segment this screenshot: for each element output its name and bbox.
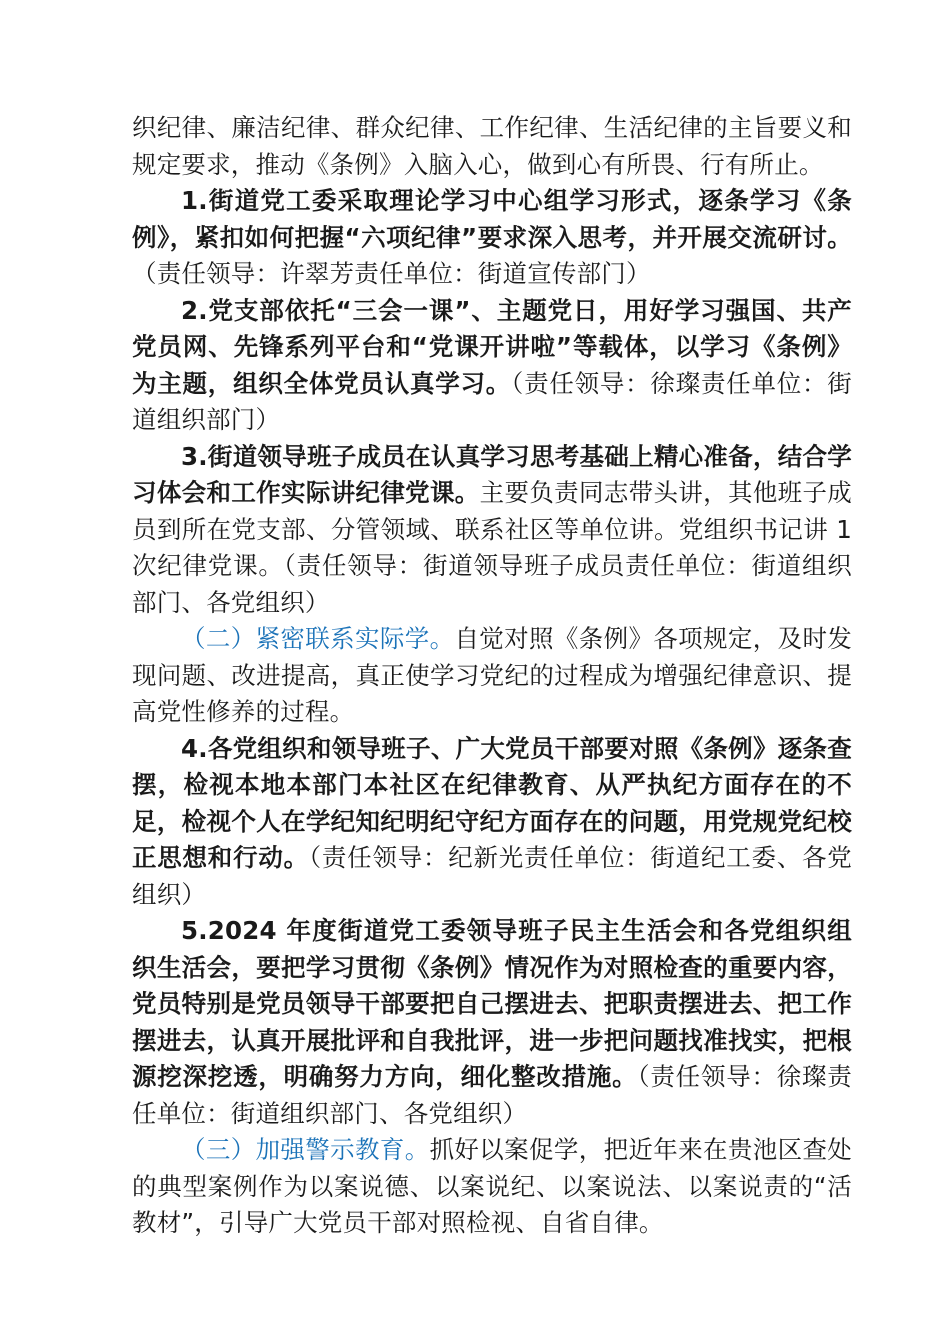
paragraph-item-2	[132, 293, 852, 439]
paragraph-item-4	[132, 731, 852, 914]
item-4-bold-text: 4.各党组织和领导班子、广大党员干部要对照《条例》逐条查摆，检视本地本部门本社区在纪律教育、从严执纪方面存在的不足，检视个人在学纪知纪明纪守纪方面存在的问题，用党规党纪校正思想和行动。	[132, 733, 852, 872]
section-2-body: 自觉对照《条例》各项规定，及时发现问题、改进提高，真正使学习党纪的过程成为增强纪律意识、提高党性修养的过程。	[132, 624, 852, 726]
paragraph-item-5	[132, 913, 852, 1132]
item-2-responsibility: （责任领导：徐璨责任单位：街道组织部门）	[132, 368, 852, 434]
document-page	[132, 110, 852, 1242]
section-3-paragraph	[132, 1132, 852, 1242]
section-2-paragraph	[132, 621, 852, 731]
item-5-responsibility: （责任领导：徐璨责任单位：街道组织部门、各党组织）	[132, 1062, 852, 1128]
paragraph-continuation	[132, 110, 852, 183]
item-1-bold-text: 1.街道党工委采取理论学习中心组学习形式，逐条学习《条例》，紧扣如何把握“六项纪律”要求深入思考，并开展交流研讨。	[132, 186, 852, 252]
item-1-responsibility: （责任领导：许翠芳责任单位：街道宣传部门）	[132, 259, 651, 288]
item-3-bold-text: 3.街道领导班子成员在认真学习思考基础上精心准备，结合学习体会和工作实际讲纪律党课。	[132, 441, 852, 507]
paragraph-item-1	[132, 183, 852, 293]
item-3-body: 主要负责同志带头讲，其他班子成员到所在党支部、分管领域、联系社区等单位讲。党组织书记讲 1 次纪律党课。（责任领导：街道领导班子成员责任单位：街道组织部门、各党组织）	[132, 478, 852, 617]
item-5-bold-text: 5.2024 年度街道党工委领导班子民主生活会和各党组织组织生活会，要把学习贯彻《条例》情况作为对照检查的重要内容，党员特别是党员领导干部要把自己摆进去、把职责摆进去、把工作摆进去，认真开展批评和自我批评，进一步把问题找准找实，把根源挖深挖透，明确努力方向，细化整改措施。	[132, 916, 852, 1091]
item-4-responsibility: （责任领导：纪新光责任单位：街道纪工委、各党组织）	[132, 843, 852, 909]
item-2-bold-text: 2.党支部依托“三会一课”、主题党日，用好学习强国、共产党员网、先锋系列平台和“党课开讲啦”等载体，以学习《条例》为主题，组织全体党员认真学习。	[132, 295, 852, 398]
section-3-heading: （三）加强警示教育。	[181, 1135, 430, 1164]
paragraph-text: 织纪律、廉洁纪律、群众纪律、工作纪律、生活纪律的主旨要义和规定要求，推动《条例》入脑入心，做到心有所畏、行有所止。	[132, 113, 852, 179]
paragraph-item-3	[132, 439, 852, 622]
section-2-heading: （二）紧密联系实际学。	[181, 624, 455, 653]
section-3-body: 抓好以案促学，把近年来在贵池区查处的典型案例作为以案说德、以案说纪、以案说法、以案说责的“活教材”，引导广大党员干部对照检视、自省自律。	[132, 1135, 852, 1237]
